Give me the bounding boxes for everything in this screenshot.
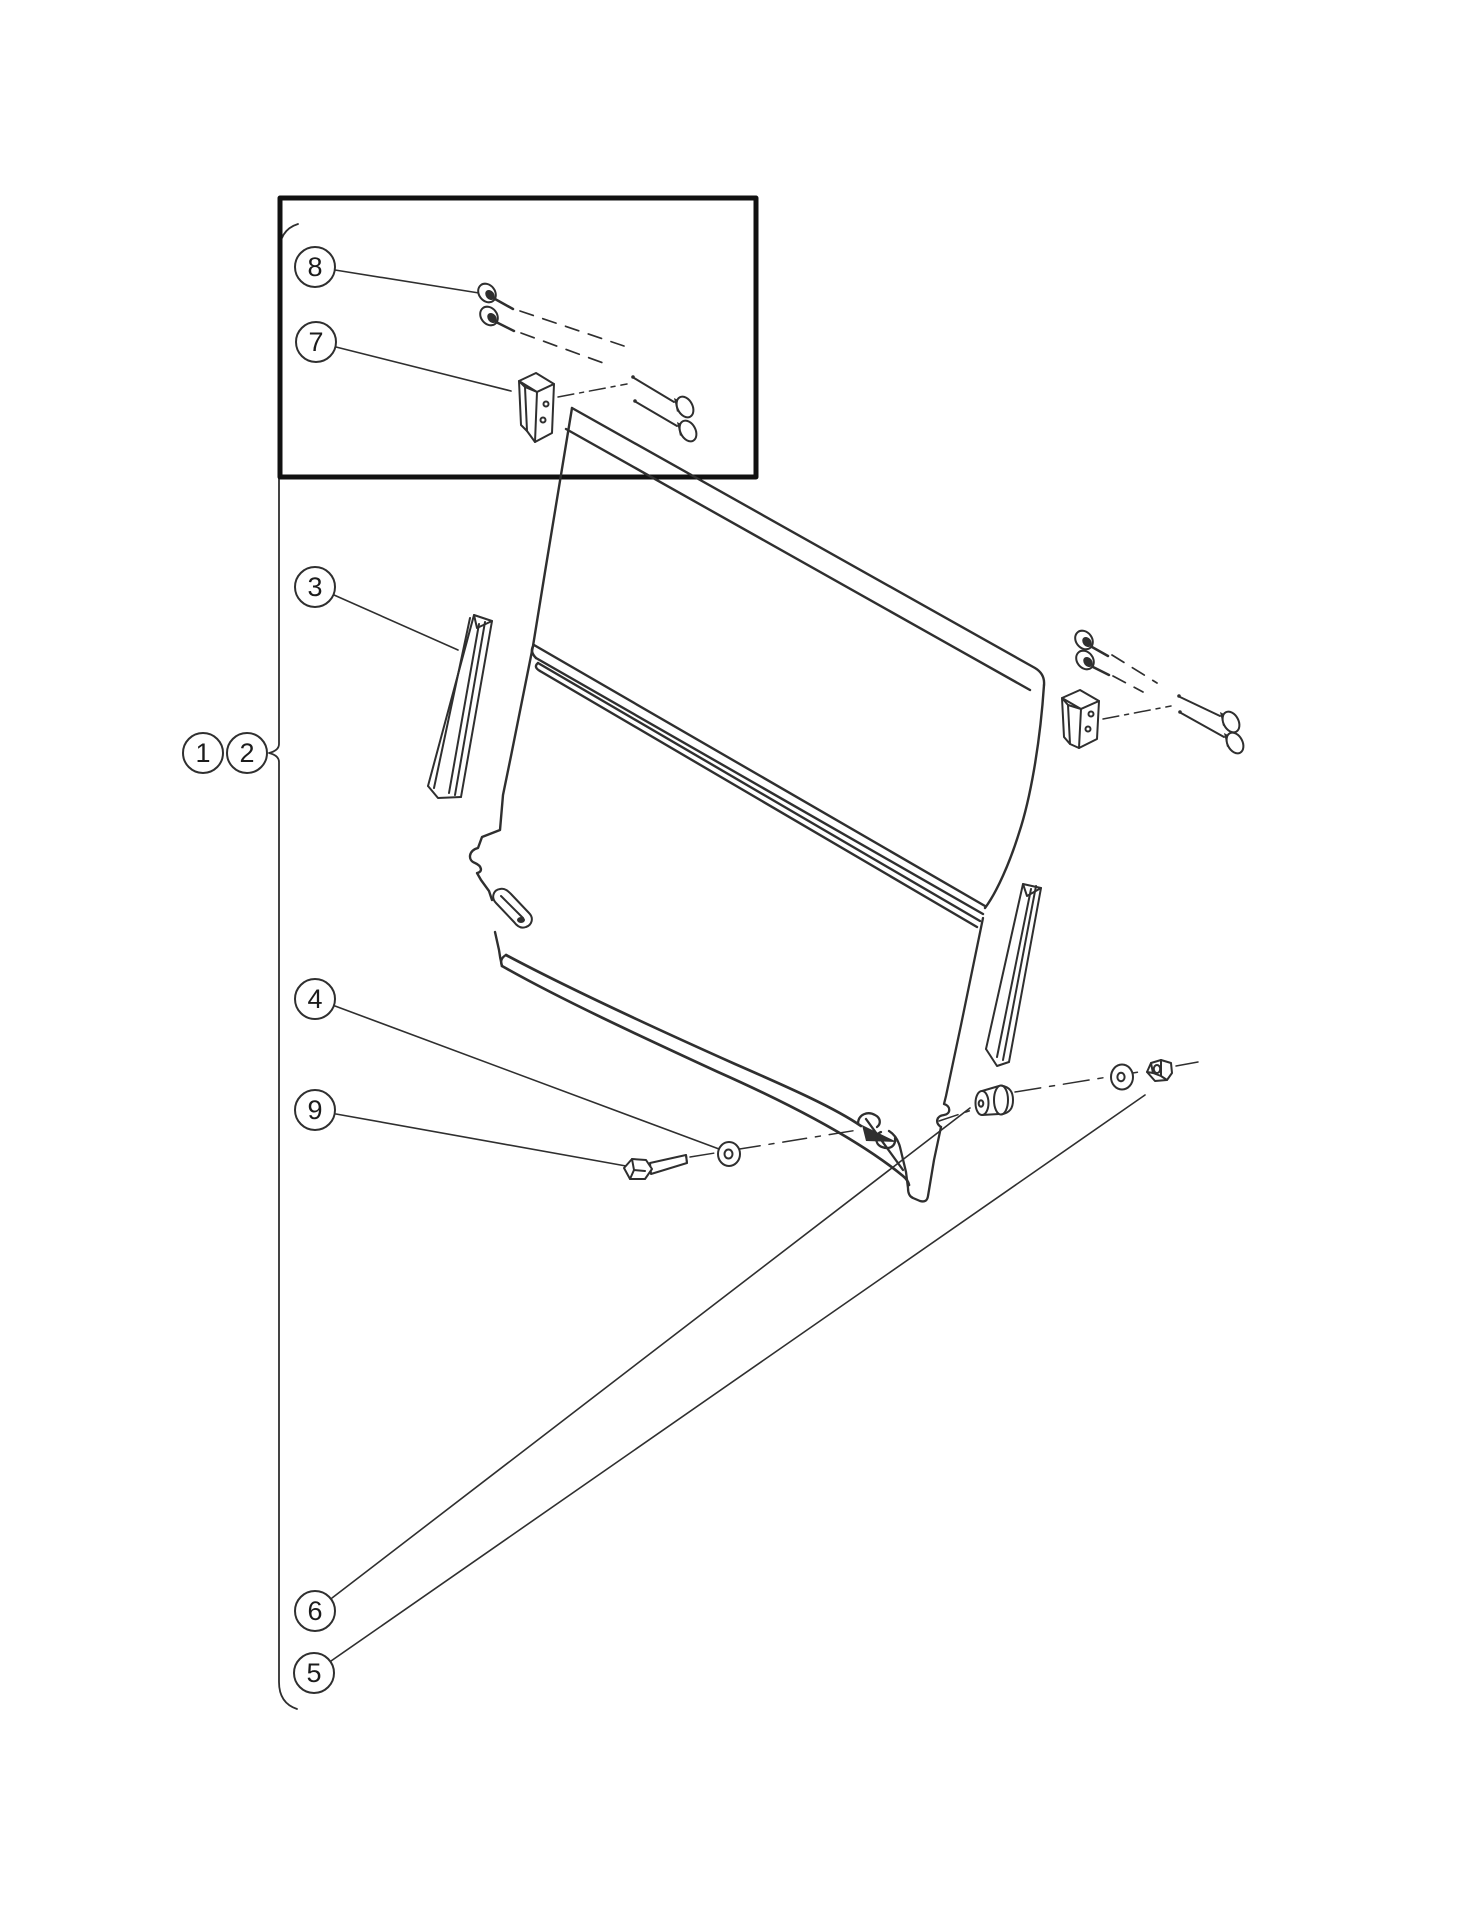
bracket-plate-face — [535, 384, 554, 442]
callout-6 — [294, 1590, 336, 1632]
callout-2-label: 2 — [239, 737, 255, 768]
brace-line — [269, 224, 298, 1709]
pan-screw-icon — [475, 280, 513, 309]
right-pan-screws — [1072, 627, 1157, 692]
bolt-head — [624, 1159, 652, 1179]
callout-1 — [182, 732, 224, 774]
right-rail-top-flag — [1023, 884, 1041, 896]
bushing-face — [976, 1091, 989, 1115]
pan-screw-icon — [1072, 627, 1108, 656]
callout-7-label: 7 — [308, 326, 324, 357]
leader-9 — [336, 1114, 626, 1166]
callout-8 — [294, 246, 336, 288]
bottom-frame-cap — [501, 955, 506, 966]
screw-projection-dashed-2 — [521, 333, 606, 364]
panel-right-edge-upper — [985, 685, 1044, 908]
assembly-brace — [269, 224, 298, 1709]
rail-2-bottom — [540, 671, 977, 927]
callout-1-label: 1 — [195, 737, 211, 768]
side-rail-left — [428, 615, 492, 798]
hex-bolt — [624, 1155, 687, 1179]
inset-flathead-screws — [631, 375, 700, 444]
inset-pan-screws — [475, 280, 624, 364]
leader-6 — [332, 1108, 970, 1598]
clip-pin-dot — [517, 917, 525, 923]
rail-1-bottom — [536, 658, 983, 914]
panel-top-frame-inner — [566, 429, 1030, 690]
inset-mounting-bracket — [519, 373, 554, 442]
bottom-frame-inner — [506, 955, 861, 1126]
screw-projection-dashed-2 — [1113, 676, 1143, 692]
panel-left-edge — [470, 408, 572, 966]
pan-screw-icon — [1073, 647, 1109, 675]
left-rail-top-flag — [474, 615, 492, 628]
rail-1-top — [534, 645, 985, 906]
leader-7 — [336, 347, 511, 391]
right-rail-groove-2 — [1003, 886, 1036, 1060]
callout-5-label: 5 — [306, 1657, 322, 1688]
bolt-shaft — [650, 1155, 687, 1174]
panel-top-frame-outer — [572, 408, 1044, 685]
bracket-flange-face — [519, 381, 527, 431]
callout-2 — [226, 732, 268, 774]
bottom-frame-outer — [502, 966, 909, 1185]
callout-5 — [293, 1652, 335, 1694]
leader-8 — [335, 270, 479, 293]
flathead-screw-icon — [631, 375, 697, 420]
right-mounting-bracket — [1062, 690, 1099, 748]
centerline-right-bracket — [1103, 706, 1171, 719]
bolt-tip — [686, 1155, 687, 1163]
screw-projection-dashed-1 — [520, 311, 624, 346]
centerline-past-nut — [1176, 1062, 1198, 1066]
side-rail-right — [986, 884, 1041, 1066]
right-flathead-screws — [1177, 694, 1247, 756]
callout-9-label: 9 — [307, 1094, 323, 1125]
callout-3 — [294, 566, 336, 608]
callout-4-label: 4 — [307, 983, 323, 1014]
centerline-bolt-to-tab — [690, 1130, 858, 1157]
windshield-upper-panel — [470, 408, 1044, 966]
rubber-bushing — [976, 1086, 1014, 1116]
flat-washer — [718, 1142, 740, 1166]
leader-5 — [331, 1095, 1145, 1661]
hinge-rails — [532, 645, 985, 927]
left-rail-groove-2 — [455, 622, 485, 795]
callout-6-label: 6 — [307, 1595, 323, 1626]
leader-4 — [335, 1006, 719, 1149]
callout-3-label: 3 — [307, 571, 323, 602]
centerline-inset-bracket — [558, 384, 627, 397]
callout-9 — [294, 1089, 336, 1131]
leader-3 — [334, 595, 458, 650]
callout-7 — [295, 321, 337, 363]
callout-8-label: 8 — [307, 251, 323, 282]
hex-nut — [1147, 1060, 1172, 1081]
windshield-clip — [493, 889, 532, 928]
rail-2-top — [538, 663, 980, 921]
bracket-plate-face — [1079, 701, 1099, 748]
bushing-flange — [994, 1086, 1008, 1115]
callout-4 — [294, 978, 336, 1020]
flat-washer-right — [1111, 1065, 1133, 1090]
